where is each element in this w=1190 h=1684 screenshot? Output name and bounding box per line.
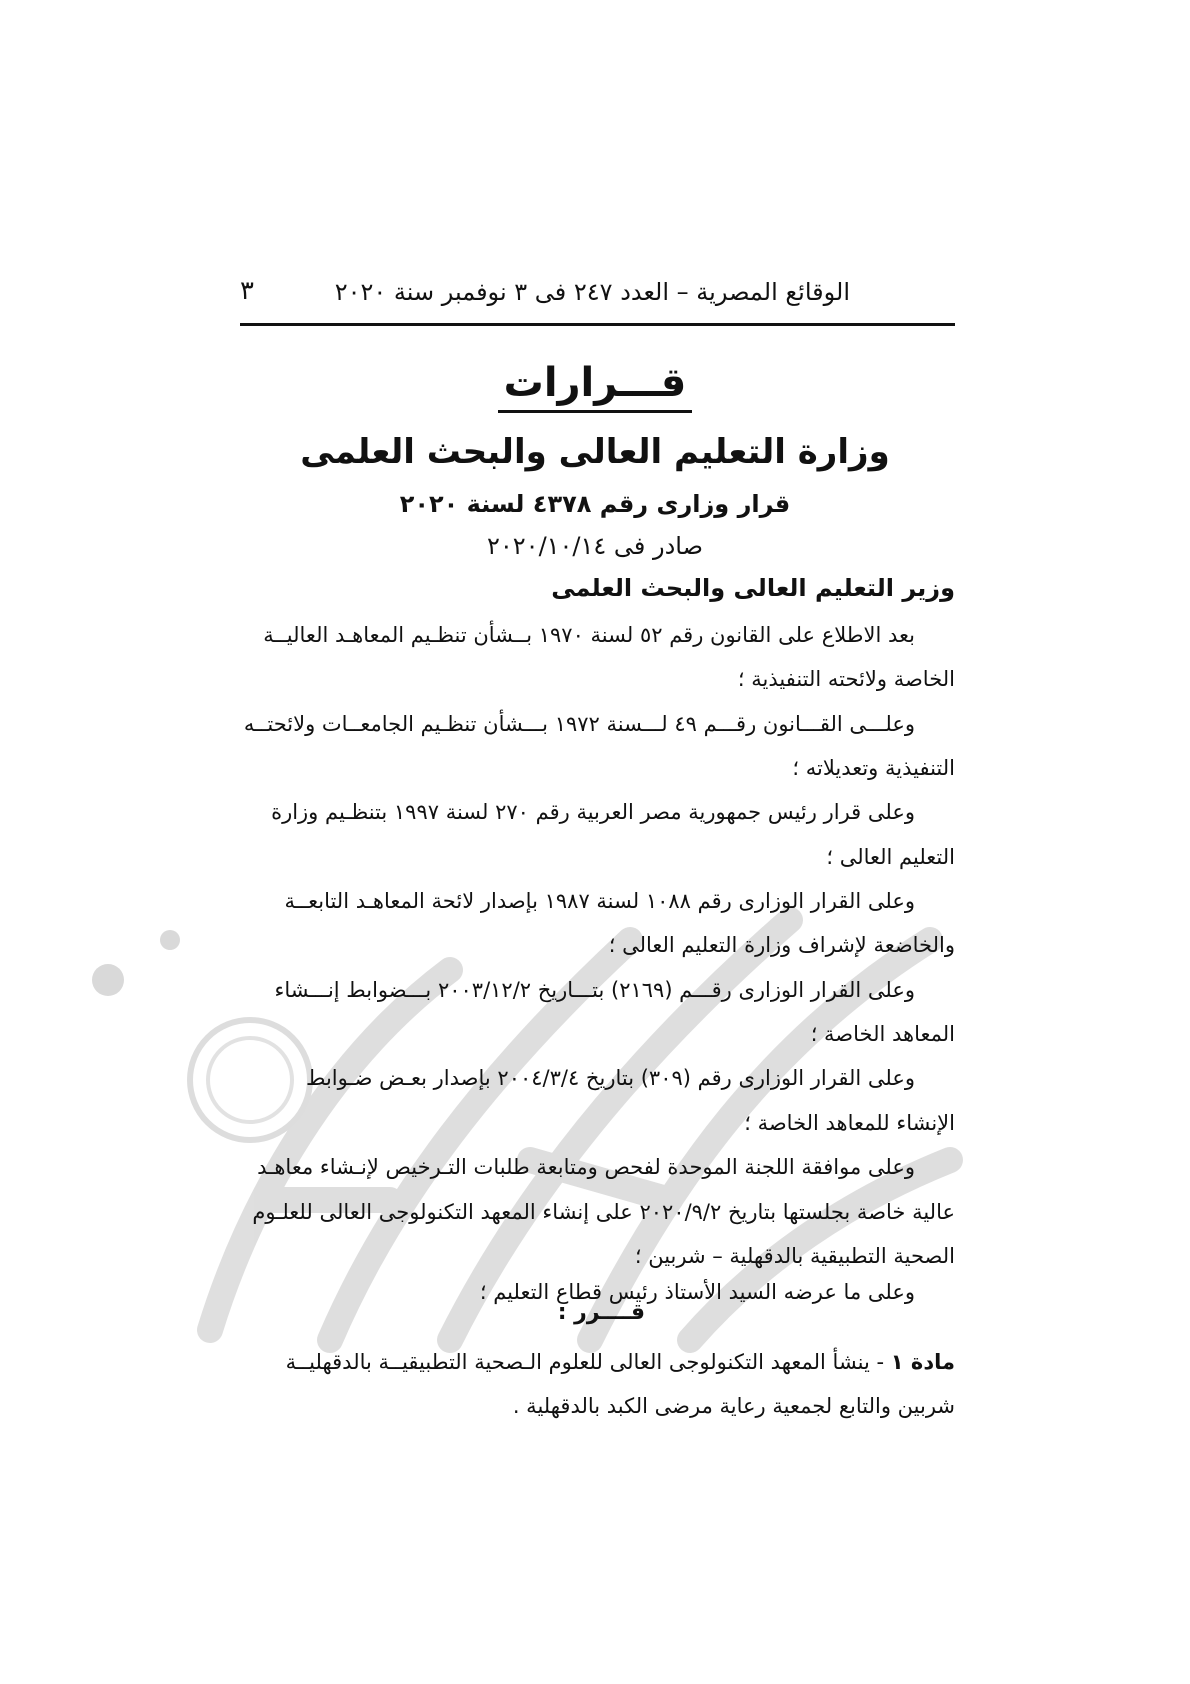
preamble-line: الصحية التطبيقية بالدقهلية – شربين ؛ xyxy=(634,1244,955,1268)
preamble-line: وعلى القرار الوزارى رقـــم (٢١٦٩) بتـــاريخ ٢٠٠٣/١٢/٢ بـــضوابط إنـــشاء xyxy=(274,978,915,1002)
page-number: ٣ xyxy=(240,276,254,306)
preamble-line: وعلى قرار رئيس جمهورية مصر العربية رقم ٢٧٠ لسنة ١٩٩٧ بتنظـيم وزارة xyxy=(271,800,915,824)
section-heading xyxy=(0,360,1190,413)
article-1-line-2: شربين والتابع لجمعية رعاية مرضى الكبد بالدقهلية . xyxy=(512,1394,955,1418)
minister-title: وزير التعليم العالى والبحث العلمى xyxy=(551,574,955,602)
preamble-line: التنفيذية وتعديلاته ؛ xyxy=(792,756,955,780)
ministry-name: وزارة التعليم العالى والبحث العلمى xyxy=(300,432,890,472)
preamble-line: وعلى موافقة اللجنة الموحدة لفحص ومتابعة طلبات التـرخيص لإنـشاء معاهـد xyxy=(257,1155,915,1179)
decided-heading: قــــرر : xyxy=(557,1300,645,1325)
header-divider xyxy=(240,323,955,326)
article-1-label: مادة ١ xyxy=(890,1350,955,1374)
preamble xyxy=(240,600,955,1304)
decree-issue-date: صادر فى ٢٠٢٠/١٠/١٤ xyxy=(487,532,703,560)
preamble-line: وعلى القرار الوزارى رقم (٣٠٩) بتاريخ ٢٠٠٤/٣/٤ بإصدار بعـض ضـوابط xyxy=(306,1066,915,1090)
preamble-line: عالية خاصة بجلستها بتاريخ ٢٠٢٠/٩/٢ على إنشاء المعهد التكنولوجى العالى للعلـوم xyxy=(252,1200,955,1224)
preamble-line: التعليم العالى ؛ xyxy=(826,845,955,869)
preamble-line: وعلى ما عرضه السيد الأستاذ رئيس قطاع التعليم ؛ xyxy=(479,1280,915,1304)
section-heading-text: قـــرارات xyxy=(498,360,693,413)
preamble-line: والخاضعة لإشراف وزارة التعليم العالى ؛ xyxy=(608,933,955,957)
preamble-line: وعلى القرار الوزارى رقم ١٠٨٨ لسنة ١٩٨٧ بإصدار لائحة المعاهـد التابعــة xyxy=(284,889,915,913)
article-1 xyxy=(240,1340,955,1430)
article-1-line-1 xyxy=(286,1340,955,1384)
preamble-line: الإنشاء للمعاهد الخاصة ؛ xyxy=(744,1111,955,1135)
preamble-line: المعاهد الخاصة ؛ xyxy=(810,1022,955,1046)
gazette-issue-title: الوقائع المصرية – العدد ٢٤٧ فى ٣ نوفمبر سنة ٢٠٢٠ xyxy=(334,278,850,306)
gazette-header xyxy=(240,270,955,320)
preamble-line: وعلـــى القـــانون رقـــم ٤٩ لـــسنة ١٩٧٢ بـــشأن تنظـيم الجامعــات ولائحتــه xyxy=(243,712,915,736)
preamble-line: بعد الاطلاع على القانون رقم ٥٢ لسنة ١٩٧٠ بــشأن تنظـيم المعاهـد العاليــة xyxy=(263,623,915,647)
preamble-line: الخاصة ولائحته التنفيذية ؛ xyxy=(737,667,955,691)
decree-number: قرار وزارى رقم ٤٣٧٨ لسنة ٢٠٢٠ xyxy=(399,490,791,518)
article-1-text: - ينشأ المعهد التكنولوجى العالى للعلوم الـصحية التطبيقيــة بالدقهليــة xyxy=(285,1350,891,1374)
